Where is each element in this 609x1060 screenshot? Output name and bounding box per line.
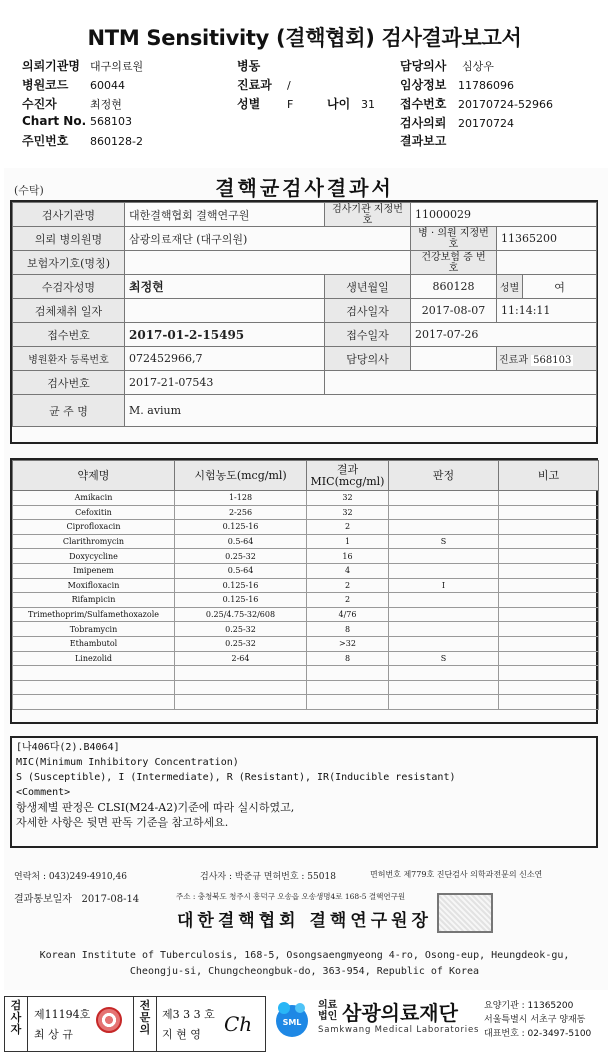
test-range-cell <box>175 695 307 710</box>
remarks-cell <box>499 563 599 578</box>
mic-result-cell: 4/76 <box>307 607 389 622</box>
health-label: 건강보험 증 번 호 <box>411 251 497 275</box>
sex-label-cell: 성별 <box>497 275 523 299</box>
test-range-cell: 0.25-32 <box>175 622 307 637</box>
mic-result-cell: 2 <box>307 593 389 608</box>
rrn-field <box>22 132 143 149</box>
report-date-field <box>14 890 139 905</box>
drug-box <box>10 458 598 724</box>
notes-box <box>10 736 598 848</box>
remarks-cell <box>499 520 599 535</box>
examiner-text: 검사자 : 박준규 면허번호 : 55018 <box>200 872 336 882</box>
note-line: [나406다(2).B4064] <box>16 742 120 753</box>
req-value: 20170724 <box>458 117 514 130</box>
test-range-cell: 0.5-64 <box>175 563 307 578</box>
drug-row <box>13 666 599 681</box>
note-line: <Comment> <box>16 787 71 798</box>
interpretation-cell <box>389 680 499 695</box>
dept-cell <box>497 347 597 371</box>
drug-row <box>13 680 599 695</box>
insurance-label: 보험자기호(명칭) <box>13 251 125 275</box>
strain-label: 균 주 명 <box>13 395 125 427</box>
drug-name-cell: Tobramycin <box>13 622 175 637</box>
interpretation-cell <box>389 593 499 608</box>
brand-small-2: 법인 <box>318 1011 338 1022</box>
remarks-cell <box>499 607 599 622</box>
drug-row <box>13 695 599 710</box>
lab-phone: 대표번호 : 02-3497-5100 <box>484 1029 592 1039</box>
report-field <box>400 132 446 149</box>
drug-row <box>13 549 599 564</box>
note-line: S (Susceptible), I (Intermediate), R (Resistant), IR(Inducible resistant) <box>16 772 456 783</box>
info-row <box>13 371 597 395</box>
patient-label: 수진자 <box>22 97 57 111</box>
mic-result-cell: 8 <box>307 651 389 666</box>
mic-result-cell <box>307 695 389 710</box>
test-range-cell <box>175 680 307 695</box>
info-row <box>13 323 597 347</box>
examiner-vlabel: 검사자 <box>10 999 22 1036</box>
drug-name-cell: Ethambutol <box>13 636 175 651</box>
test-range-cell <box>175 666 307 681</box>
test-range-cell: 0.25-32 <box>175 549 307 564</box>
specialist-vlabel: 전문의 <box>139 999 151 1036</box>
drug-row <box>13 622 599 637</box>
sex-value: F <box>287 98 294 111</box>
org-field <box>22 57 143 74</box>
receipt-date-label: 접수일자 <box>325 323 411 347</box>
drug-name-cell <box>13 666 175 681</box>
note-line: 자세한 사항은 뒷면 판독 기준을 참고하세요. <box>16 816 229 829</box>
test-range-cell: 1-128 <box>175 491 307 506</box>
interpretation-cell <box>389 622 499 637</box>
drug-name-cell: Cefoxitin <box>13 505 175 520</box>
interpretation-cell <box>389 549 499 564</box>
interpretation-cell <box>389 666 499 681</box>
examiner-seal <box>96 1007 122 1033</box>
receipt-value: 20170724-52966 <box>458 98 553 111</box>
interpretation-cell <box>389 520 499 535</box>
receipt-label: 접수번호 <box>400 97 447 111</box>
mic-result-cell <box>307 666 389 681</box>
req-hosp-label: 의뢰 병의원명 <box>13 227 125 251</box>
test-date-label: 검사일자 <box>325 299 411 323</box>
interpretation-cell <box>389 563 499 578</box>
examiner-no: 제11194호 <box>34 1008 91 1021</box>
doctor-field <box>400 57 494 74</box>
ward-field <box>237 57 260 74</box>
drug-row <box>13 563 599 578</box>
remarks-cell <box>499 491 599 506</box>
interpretation-cell <box>389 505 499 520</box>
test-range-cell: 2-64 <box>175 651 307 666</box>
sml-logo-icon <box>272 999 312 1039</box>
health-value <box>497 251 597 275</box>
dept-value: / <box>287 79 291 92</box>
dept-field <box>237 76 291 93</box>
doctor-label: 담당의사 <box>400 59 447 73</box>
sutak-mark: (수탁) <box>14 184 44 197</box>
dept-label-cell: 진료과 <box>499 355 528 366</box>
lab-name-value: 대한결핵협회 결핵연구원 <box>125 203 325 227</box>
chart-value: 568103 <box>90 115 132 128</box>
sex-value-cell: 여 <box>523 275 597 299</box>
drug-header: 시험농도(mcg/ml) <box>175 461 307 491</box>
drug-row <box>13 520 599 535</box>
hospcode-field <box>22 76 125 93</box>
mic-result-cell: 2 <box>307 520 389 535</box>
logo-text: SML <box>282 1018 302 1027</box>
info-row <box>13 227 597 251</box>
license-text: 면허번호 제779호 진단검사 의학과전문의 신소연 <box>370 870 543 879</box>
drug-name-cell <box>13 695 175 710</box>
name-label: 수검자성명 <box>13 275 125 299</box>
age-label: 나이 <box>327 97 351 111</box>
clinical-value: 11786096 <box>458 79 514 92</box>
info-row <box>13 203 597 227</box>
drug-name-cell <box>13 680 175 695</box>
info-row <box>13 251 597 275</box>
info-row <box>13 347 597 371</box>
testno-blank <box>325 371 597 395</box>
remarks-cell <box>499 651 599 666</box>
test-range-cell: 0.125-16 <box>175 593 307 608</box>
scan-title: 결핵균검사결과서 <box>215 176 394 200</box>
age-value: 31 <box>361 98 375 111</box>
drug-header-row <box>13 461 599 491</box>
interpretation-cell: I <box>389 578 499 593</box>
note-line: MIC(Minimum Inhibitory Concentration) <box>16 757 239 768</box>
drug-name-cell: Ciprofloxacin <box>13 520 175 535</box>
remarks-cell <box>499 680 599 695</box>
drug-name-cell: Doxycycline <box>13 549 175 564</box>
clinical-label: 임상정보 <box>400 78 447 92</box>
reg-label: 병원환자 등록번호 <box>13 347 125 371</box>
brand-name-en: Samkwang Medical Laboratories <box>318 1025 480 1035</box>
mic-result-cell: 16 <box>307 549 389 564</box>
drug-name-cell: Linezolid <box>13 651 175 666</box>
drug-row <box>13 636 599 651</box>
lab-id-label: 검사기관 지정번호 <box>325 203 411 227</box>
contact-text: 연락처 : 043)249-4910,46 <box>14 872 127 882</box>
mic-result-cell: 4 <box>307 563 389 578</box>
drug-header: 비고 <box>499 461 599 491</box>
interpretation-cell <box>389 636 499 651</box>
drug-name-cell: Trimethoprim/Sulfamethoxazole <box>13 607 175 622</box>
req-label: 검사의뢰 <box>400 116 447 130</box>
doctor-label-cell: 담당의사 <box>325 347 411 371</box>
test-range-cell: 0.125-16 <box>175 520 307 535</box>
mic-result-cell: 32 <box>307 491 389 506</box>
patient-value: 최정현 <box>90 98 122 111</box>
lab-id-value: 11000029 <box>411 203 597 227</box>
drug-row <box>13 505 599 520</box>
chart-label: Chart No. <box>22 114 87 128</box>
mic-result-cell: 8 <box>307 622 389 637</box>
doctor-value-cell <box>411 347 497 371</box>
care-no: 요양기관 : 11365200 <box>484 1001 574 1011</box>
drug-row <box>13 651 599 666</box>
mic-result-cell: 1 <box>307 534 389 549</box>
ward-label: 병동 <box>237 59 261 73</box>
strain-value: M. avium <box>125 395 597 427</box>
org-label: 의뢰기관명 <box>22 59 80 73</box>
remarks-cell <box>499 666 599 681</box>
drug-name-cell: Amikacin <box>13 491 175 506</box>
test-range-cell: 0.125-16 <box>175 578 307 593</box>
req-hosp-id-label: 병 · 의원 지정번호 <box>411 227 497 251</box>
specialist-signature: Ch <box>224 1012 253 1036</box>
receipt-date-value: 2017-07-26 <box>411 323 597 347</box>
drug-name-cell: Rifampicin <box>13 593 175 608</box>
brand-small <box>318 1000 337 1022</box>
interpretation-cell <box>389 607 499 622</box>
test-range-cell: 0.5-64 <box>175 534 307 549</box>
drug-row <box>13 578 599 593</box>
drug-header: 결과 MIC(mcg/ml) <box>307 461 389 491</box>
mic-result-cell: 2 <box>307 578 389 593</box>
test-range-cell: 2-256 <box>175 505 307 520</box>
clinical-field <box>400 76 514 93</box>
institute-name-en-1: Korean Institute of Tuberculosis, 168-5, Osongsaengmyeong 4-ro, Osong-eup, Heungdeok-gu, <box>39 950 570 961</box>
specialist-name: 지 현 영 <box>162 1028 201 1041</box>
drug-row <box>13 491 599 506</box>
info-row <box>13 275 597 299</box>
remarks-cell <box>499 695 599 710</box>
address-text: 주소 : 충청북도 청주시 흥덕구 오송읍 오송생명4로 168-5 결핵연구원 <box>176 892 406 901</box>
chart-field <box>22 114 132 128</box>
institute-name-en-2: Cheongju-si, Chungcheongbuk-do, 363-954, Republic of Korea <box>129 966 480 977</box>
remarks-cell <box>499 578 599 593</box>
drug-name-cell: Moxifloxacin <box>13 578 175 593</box>
age-field <box>327 95 375 112</box>
drug-name-cell: Clarithromycin <box>13 534 175 549</box>
testno-value: 2017-21-07543 <box>125 371 325 395</box>
drug-table <box>12 460 599 710</box>
interpretation-cell: S <box>389 534 499 549</box>
drug-row <box>13 607 599 622</box>
test-range-cell: 0.25-32 <box>175 636 307 651</box>
dept-label: 진료과 <box>237 78 272 92</box>
institute-name-ko: 대한결핵협회 결핵연구원장 <box>177 911 432 931</box>
remarks-cell <box>499 505 599 520</box>
patient-field <box>22 95 122 112</box>
remarks-cell <box>499 549 599 564</box>
receipt-value-cell: 2017-01-2-15495 <box>125 323 325 347</box>
info-row <box>13 395 597 427</box>
receipt-label-cell: 접수번호 <box>13 323 125 347</box>
req-field <box>400 114 514 131</box>
drug-name-cell: Imipenem <box>13 563 175 578</box>
report-title: NTM Sensitivity (결핵협회) 검사결과보고서 <box>87 26 522 50</box>
collect-label: 검체채취 일자 <box>13 299 125 323</box>
rrn-value: 860128-2 <box>90 135 143 148</box>
remarks-cell <box>499 593 599 608</box>
info-box <box>10 200 598 444</box>
drug-header: 판정 <box>389 461 499 491</box>
mic-result-cell <box>307 680 389 695</box>
remarks-cell <box>499 534 599 549</box>
org-value: 대구의료원 <box>90 60 144 73</box>
specialist-no: 제3 3 3 호 <box>162 1008 215 1021</box>
dob-value: 860128 <box>411 275 497 299</box>
sex-label: 성별 <box>237 97 261 111</box>
mic-result-cell: >32 <box>307 636 389 651</box>
insurance-value <box>125 251 411 275</box>
report-date-value: 2017-08-14 <box>81 894 140 905</box>
remarks-cell <box>499 622 599 637</box>
reg-value: 072452966,7 <box>125 347 325 371</box>
test-range-cell: 0.25/4.75-32/608 <box>175 607 307 622</box>
dept-value-cell: 568103 <box>533 355 572 366</box>
note-line: 항생제별 판정은 CLSI(M24-A2)기준에 따라 실시하였고, <box>16 801 295 814</box>
info-row <box>13 299 597 323</box>
testno-label: 검사번호 <box>13 371 125 395</box>
interpretation-cell <box>389 491 499 506</box>
brand-name: 삼광의료재단 <box>342 1001 458 1025</box>
remarks-cell <box>499 636 599 651</box>
interpretation-cell: S <box>389 651 499 666</box>
report-label: 결과보고 <box>400 134 447 148</box>
collect-value <box>125 299 325 323</box>
req-hosp-id-value: 11365200 <box>497 227 597 251</box>
lab-name-label: 검사기관명 <box>13 203 125 227</box>
req-hosp-value: 삼광의료재단 (대구의원) <box>125 227 411 251</box>
drug-table-body <box>13 491 599 710</box>
drug-row <box>13 534 599 549</box>
interpretation-cell <box>389 695 499 710</box>
drug-header: 약제명 <box>13 461 175 491</box>
name-value: 최정현 <box>125 275 325 299</box>
rrn-label: 주민번호 <box>22 134 69 148</box>
report-date-label: 결과통보일자 <box>14 894 72 905</box>
examiner-name: 최 상 규 <box>34 1028 73 1041</box>
mic-result-cell: 32 <box>307 505 389 520</box>
test-date-value: 2017-08-07 <box>411 299 497 323</box>
brand-small-1: 의료 <box>318 1000 338 1011</box>
hospcode-value: 60044 <box>90 79 125 92</box>
dob-label: 생년월일 <box>325 275 411 299</box>
receipt-field <box>400 95 553 112</box>
info-table <box>12 202 597 427</box>
drug-row <box>13 593 599 608</box>
doctor-value: 심상우 <box>462 60 494 73</box>
hospcode-label: 병원코드 <box>22 78 69 92</box>
test-time-value: 11:14:11 <box>497 299 597 323</box>
lab-address: 서울특별시 서초구 양재동 <box>484 1015 586 1025</box>
sex-field <box>237 95 293 112</box>
